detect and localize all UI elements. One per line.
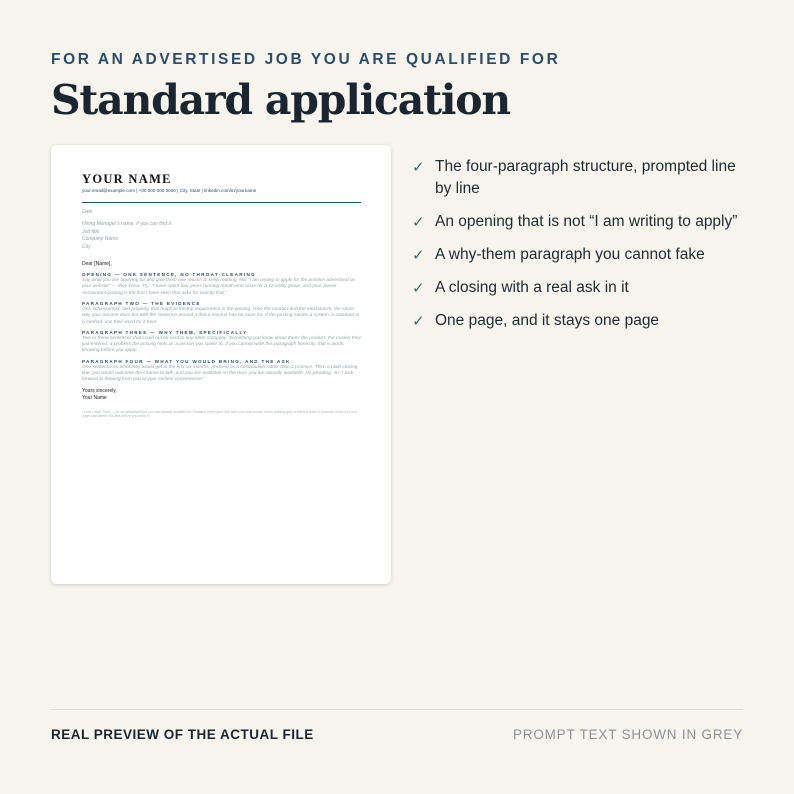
preview-recipient-block xyxy=(82,221,361,251)
preview-section-text: One sentence on what they would get in the first six months, phrased as a contribution rather than a promise. Then a plain closing line: you would welcome the chance to talk, and you are available on the days you are actually available. No pleading, no "I look forward to hearing from you at your earliest convenience". xyxy=(82,364,358,383)
preview-footer-note: Cover Letter Pack — for an advertised job you are already qualified for. Replace every grey line with your own words; when nothing grey is left the letter is finished. Keep it to one page and delete this line before you send it. xyxy=(82,409,357,419)
preview-section-text: Say what you are applying for and give them one reason to keep reading. Not "I am writing to apply for the position advertised on your website" — they know. Try: "I have spent four years running month-end close for a 12-entity group, and your Senior Accountant posting is the first I have seen that asks for exactly that." xyxy=(82,278,356,296)
preview-section-heading: PARAGRAPH FOUR — WHAT YOU WOULD BRING, AND THE ASK xyxy=(82,358,291,364)
preview-recipient-line: Company Name xyxy=(82,236,119,243)
footer-caption-left: REAL PREVIEW OF THE ACTUAL FILE xyxy=(51,727,314,742)
preview-section-heading: PARAGRAPH THREE — WHY THEM, SPECIFICALLY xyxy=(82,329,248,335)
document-preview xyxy=(51,145,391,584)
check-icon: ✓ xyxy=(412,279,425,297)
feature-text: One page, and it stays one page xyxy=(435,312,660,329)
preview-section-heading: PARAGRAPH TWO — THE EVIDENCE xyxy=(82,300,201,306)
check-icon: ✓ xyxy=(412,158,425,176)
feature-item xyxy=(412,277,752,299)
preview-section-heading: OPENING — ONE SENTENCE, NO THROAT-CLEARING xyxy=(82,272,256,278)
preview-recipient-line: Job title xyxy=(82,228,100,235)
feature-text: An opening that is not “I am writing to apply” xyxy=(435,213,738,230)
eyebrow-label: FOR AN ADVERTISED JOB YOU ARE QUALIFIED FOR xyxy=(51,51,561,68)
check-icon: ✓ xyxy=(412,246,425,264)
preview-signature: Your Name xyxy=(82,394,107,401)
footer-divider xyxy=(51,709,743,710)
check-icon: ✓ xyxy=(412,312,425,330)
feature-text: A closing with a real ask in it xyxy=(435,279,629,296)
preview-recipient-line: City xyxy=(82,243,91,250)
feature-list xyxy=(412,156,752,343)
preview-date: Date xyxy=(82,209,93,215)
feature-text: The four-paragraph structure, prompted line by line xyxy=(435,158,736,197)
preview-signoff-line: Yours sincerely, xyxy=(82,387,117,394)
preview-greeting: Dear [Name], xyxy=(82,261,112,268)
feature-item xyxy=(412,310,752,332)
feature-item xyxy=(412,211,752,233)
preview-contact-line: your.email@example.com | +00 000 000 0000 | City, State | linkedin.com/in/yourname xyxy=(82,188,257,193)
feature-item xyxy=(412,244,752,266)
preview-signoff xyxy=(82,388,361,402)
footer-caption-right: PROMPT TEXT SHOWN IN GREY xyxy=(512,727,743,742)
feature-text: A why-them paragraph you cannot fake xyxy=(435,246,705,263)
preview-section-text: Two or three sentences that could not be sent to any other company. Something you know about them: the product, the market they just entered, a problem the posting hints at, a person you spoke to. If you cannot write this paragraph honestly, that is worth knowing before you apply. xyxy=(82,335,362,354)
preview-divider xyxy=(82,202,361,203)
preview-recipient-line: Hiring Manager's name, if you can find it xyxy=(82,221,172,228)
preview-name: YOUR NAME xyxy=(82,172,172,186)
check-icon: ✓ xyxy=(412,213,425,231)
preview-section-text: One achievement, told properly, that maps to the top requirement in the posting. Give the number and the mechanism, the same way your resume does but with the sentence around it that a resume has no room for. If the posting names a system, a standard or a method, use their word for it here. xyxy=(82,306,360,325)
feature-item xyxy=(412,156,752,200)
page-title: Standard application xyxy=(51,76,510,124)
